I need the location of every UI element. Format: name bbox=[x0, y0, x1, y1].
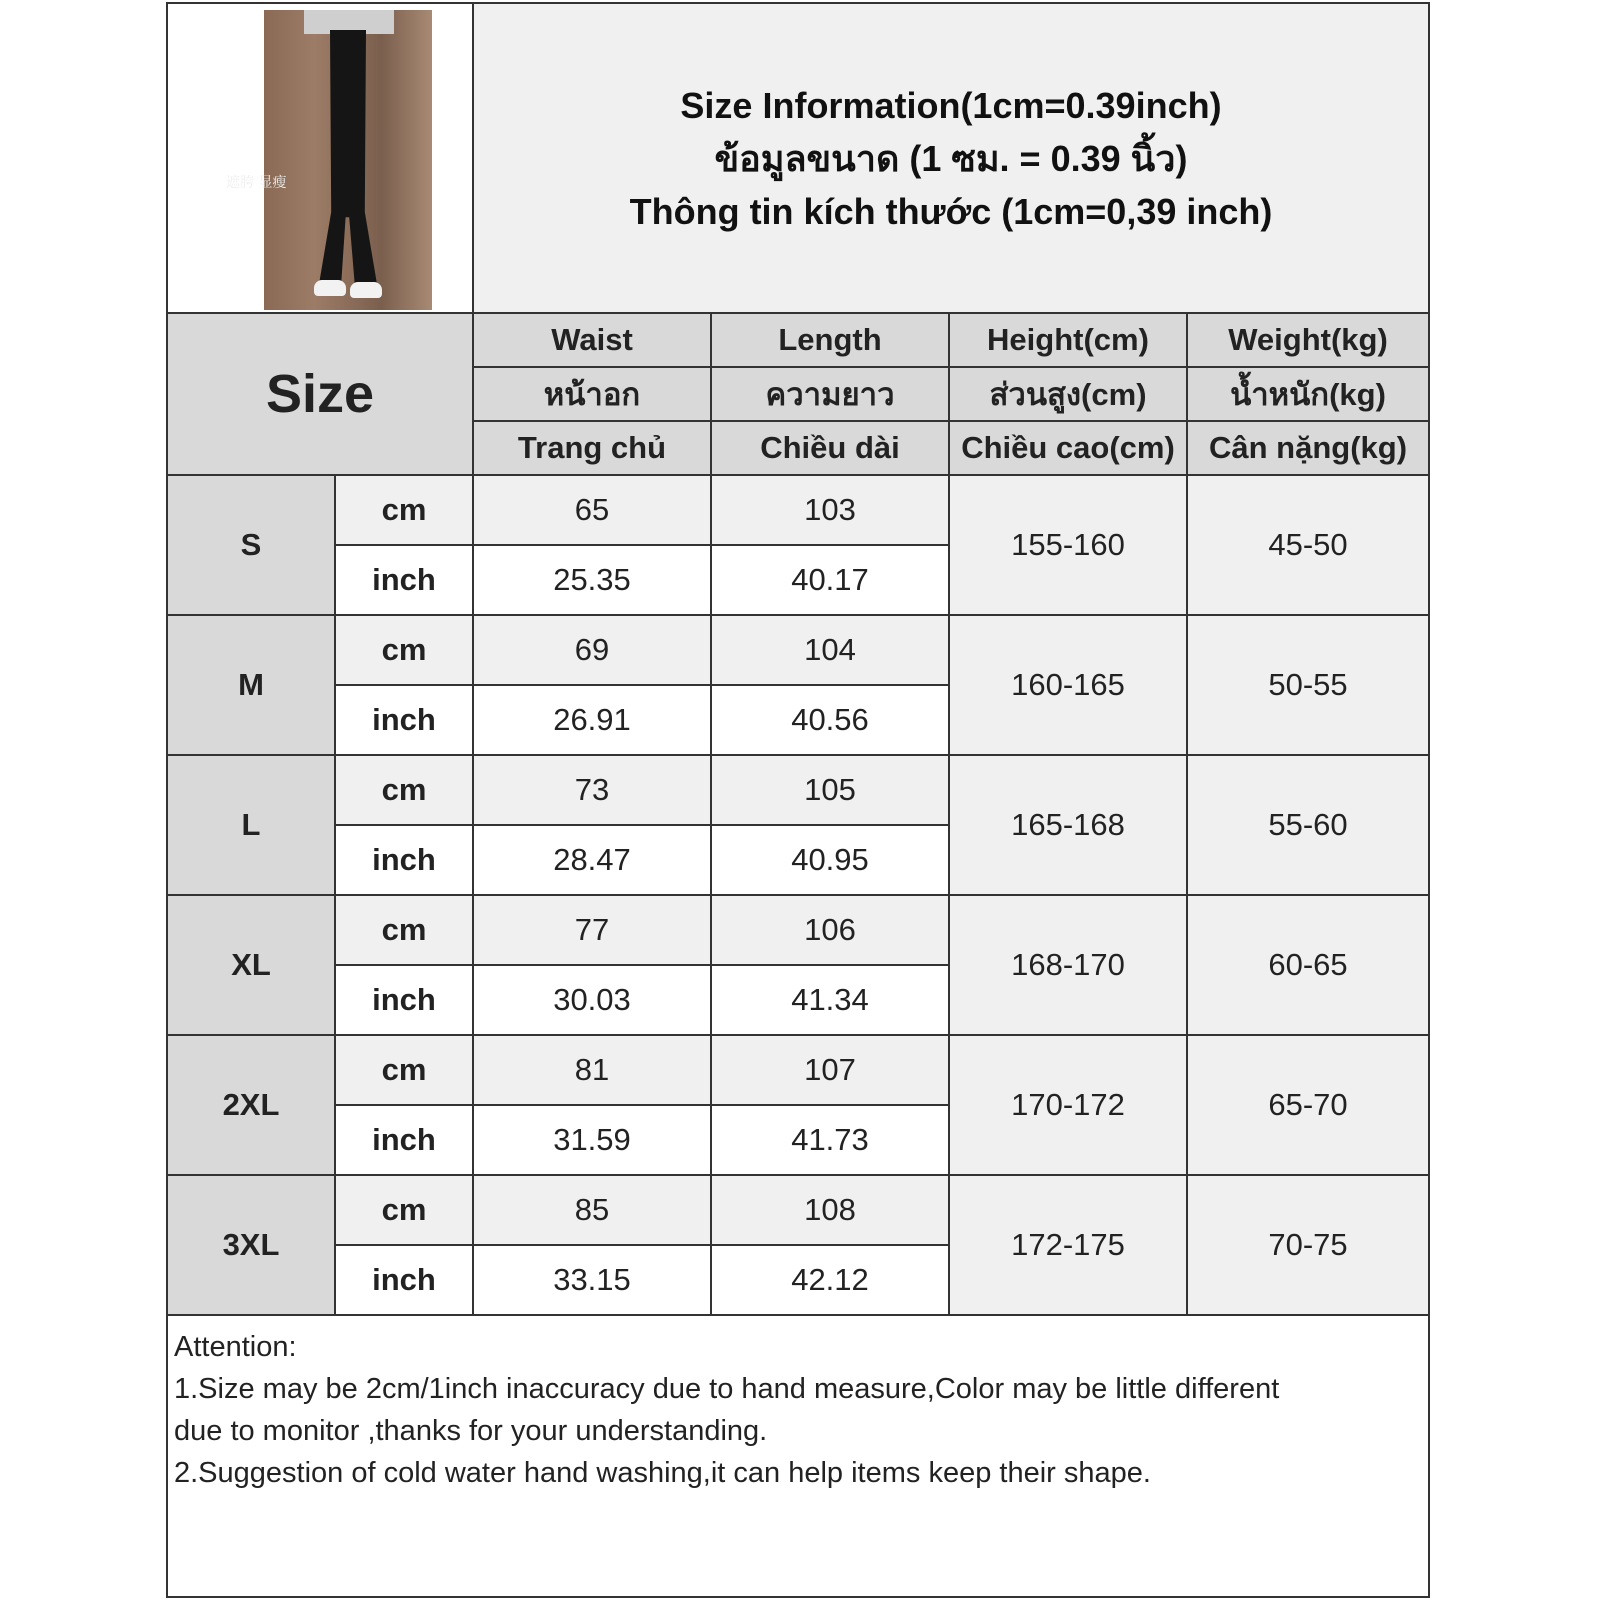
title-line-th: ข้อมูลขนาด (1 ซม. = 0.39 นิ้ว) bbox=[714, 137, 1188, 179]
column-header-th: ความยาว bbox=[712, 368, 950, 422]
column-header-vi: Chiều dài bbox=[712, 422, 950, 476]
weight-range-value: 45-50 bbox=[1188, 476, 1428, 616]
weight-range-value: 50-55 bbox=[1188, 616, 1428, 756]
photo-tag: 遮胯 显瘦 bbox=[226, 175, 287, 191]
length-cm-value: 106 bbox=[712, 896, 950, 966]
weight-range-value: 55-60 bbox=[1188, 756, 1428, 896]
waist-inch-value: 30.03 bbox=[474, 966, 712, 1036]
column-header-vi: Chiều cao(cm) bbox=[950, 422, 1188, 476]
length-inch-value: 40.95 bbox=[712, 826, 950, 896]
length-cm-value: 103 bbox=[712, 476, 950, 546]
height-range-value: 155-160 bbox=[950, 476, 1188, 616]
size-name: S bbox=[168, 476, 336, 616]
length-inch-value: 41.73 bbox=[712, 1106, 950, 1176]
length-inch-value: 41.34 bbox=[712, 966, 950, 1036]
column-header-en: Length bbox=[712, 314, 950, 368]
waist-inch-value: 25.35 bbox=[474, 546, 712, 616]
product-photo-image bbox=[264, 10, 432, 310]
unit-label-cm: cm bbox=[336, 1176, 474, 1246]
waist-cm-value: 65 bbox=[474, 476, 712, 546]
unit-label-cm: cm bbox=[336, 1036, 474, 1106]
waist-inch-value: 31.59 bbox=[474, 1106, 712, 1176]
unit-label-inch: inch bbox=[336, 546, 474, 616]
column-header-vi: Cân nặng(kg) bbox=[1188, 422, 1428, 476]
length-cm-value: 108 bbox=[712, 1176, 950, 1246]
size-chart-sheet bbox=[166, 2, 1430, 1598]
waist-cm-value: 81 bbox=[474, 1036, 712, 1106]
unit-label-inch: inch bbox=[336, 826, 474, 896]
weight-range-value: 70-75 bbox=[1188, 1176, 1428, 1316]
column-header-th: หน้าอก bbox=[474, 368, 712, 422]
waist-inch-value: 28.47 bbox=[474, 826, 712, 896]
height-range-value: 170-172 bbox=[950, 1036, 1188, 1176]
length-cm-value: 107 bbox=[712, 1036, 950, 1106]
length-inch-value: 40.56 bbox=[712, 686, 950, 756]
unit-label-inch: inch bbox=[336, 966, 474, 1036]
notes-heading: Attention: bbox=[174, 1331, 297, 1363]
waist-inch-value: 33.15 bbox=[474, 1246, 712, 1316]
unit-label-inch: inch bbox=[336, 1246, 474, 1316]
height-range-value: 160-165 bbox=[950, 616, 1188, 756]
height-range-value: 168-170 bbox=[950, 896, 1188, 1036]
size-header-label: Size bbox=[168, 314, 474, 476]
column-header-en: Weight(kg) bbox=[1188, 314, 1428, 368]
notes-line: due to monitor ,thanks for your understanding. bbox=[174, 1415, 768, 1447]
waist-cm-value: 85 bbox=[474, 1176, 712, 1246]
size-name: 2XL bbox=[168, 1036, 336, 1176]
attention-notes bbox=[168, 1322, 1428, 1498]
column-header-th: น้ำหนัก(kg) bbox=[1188, 368, 1428, 422]
unit-label-inch: inch bbox=[336, 686, 474, 756]
size-name: L bbox=[168, 756, 336, 896]
unit-label-cm: cm bbox=[336, 896, 474, 966]
unit-label-cm: cm bbox=[336, 756, 474, 826]
notes-line: 2.Suggestion of cold water hand washing,it can help items keep their shape. bbox=[174, 1457, 1151, 1489]
length-cm-value: 105 bbox=[712, 756, 950, 826]
height-range-value: 172-175 bbox=[950, 1176, 1188, 1316]
size-name: XL bbox=[168, 896, 336, 1036]
column-header-en: Waist bbox=[474, 314, 712, 368]
waist-cm-value: 77 bbox=[474, 896, 712, 966]
waist-cm-value: 69 bbox=[474, 616, 712, 686]
weight-range-value: 65-70 bbox=[1188, 1036, 1428, 1176]
length-cm-value: 104 bbox=[712, 616, 950, 686]
column-header-vi: Trang chủ bbox=[474, 422, 712, 476]
product-photo bbox=[168, 4, 474, 314]
waist-inch-value: 26.91 bbox=[474, 686, 712, 756]
column-header-en: Height(cm) bbox=[950, 314, 1188, 368]
height-range-value: 165-168 bbox=[950, 756, 1188, 896]
weight-range-value: 60-65 bbox=[1188, 896, 1428, 1036]
title-line-en: Size Information(1cm=0.39inch) bbox=[680, 84, 1222, 126]
title-line-vi: Thông tin kích thước (1cm=0,39 inch) bbox=[629, 190, 1273, 232]
column-header-th: ส่วนสูง(cm) bbox=[950, 368, 1188, 422]
waist-cm-value: 73 bbox=[474, 756, 712, 826]
length-inch-value: 40.17 bbox=[712, 546, 950, 616]
unit-label-cm: cm bbox=[336, 476, 474, 546]
title-box bbox=[474, 4, 1428, 314]
size-name: M bbox=[168, 616, 336, 756]
unit-label-inch: inch bbox=[336, 1106, 474, 1176]
size-name: 3XL bbox=[168, 1176, 336, 1316]
length-inch-value: 42.12 bbox=[712, 1246, 950, 1316]
unit-label-cm: cm bbox=[336, 616, 474, 686]
notes-line: 1.Size may be 2cm/1inch inaccuracy due to hand measure,Color may be little different bbox=[174, 1373, 1280, 1405]
